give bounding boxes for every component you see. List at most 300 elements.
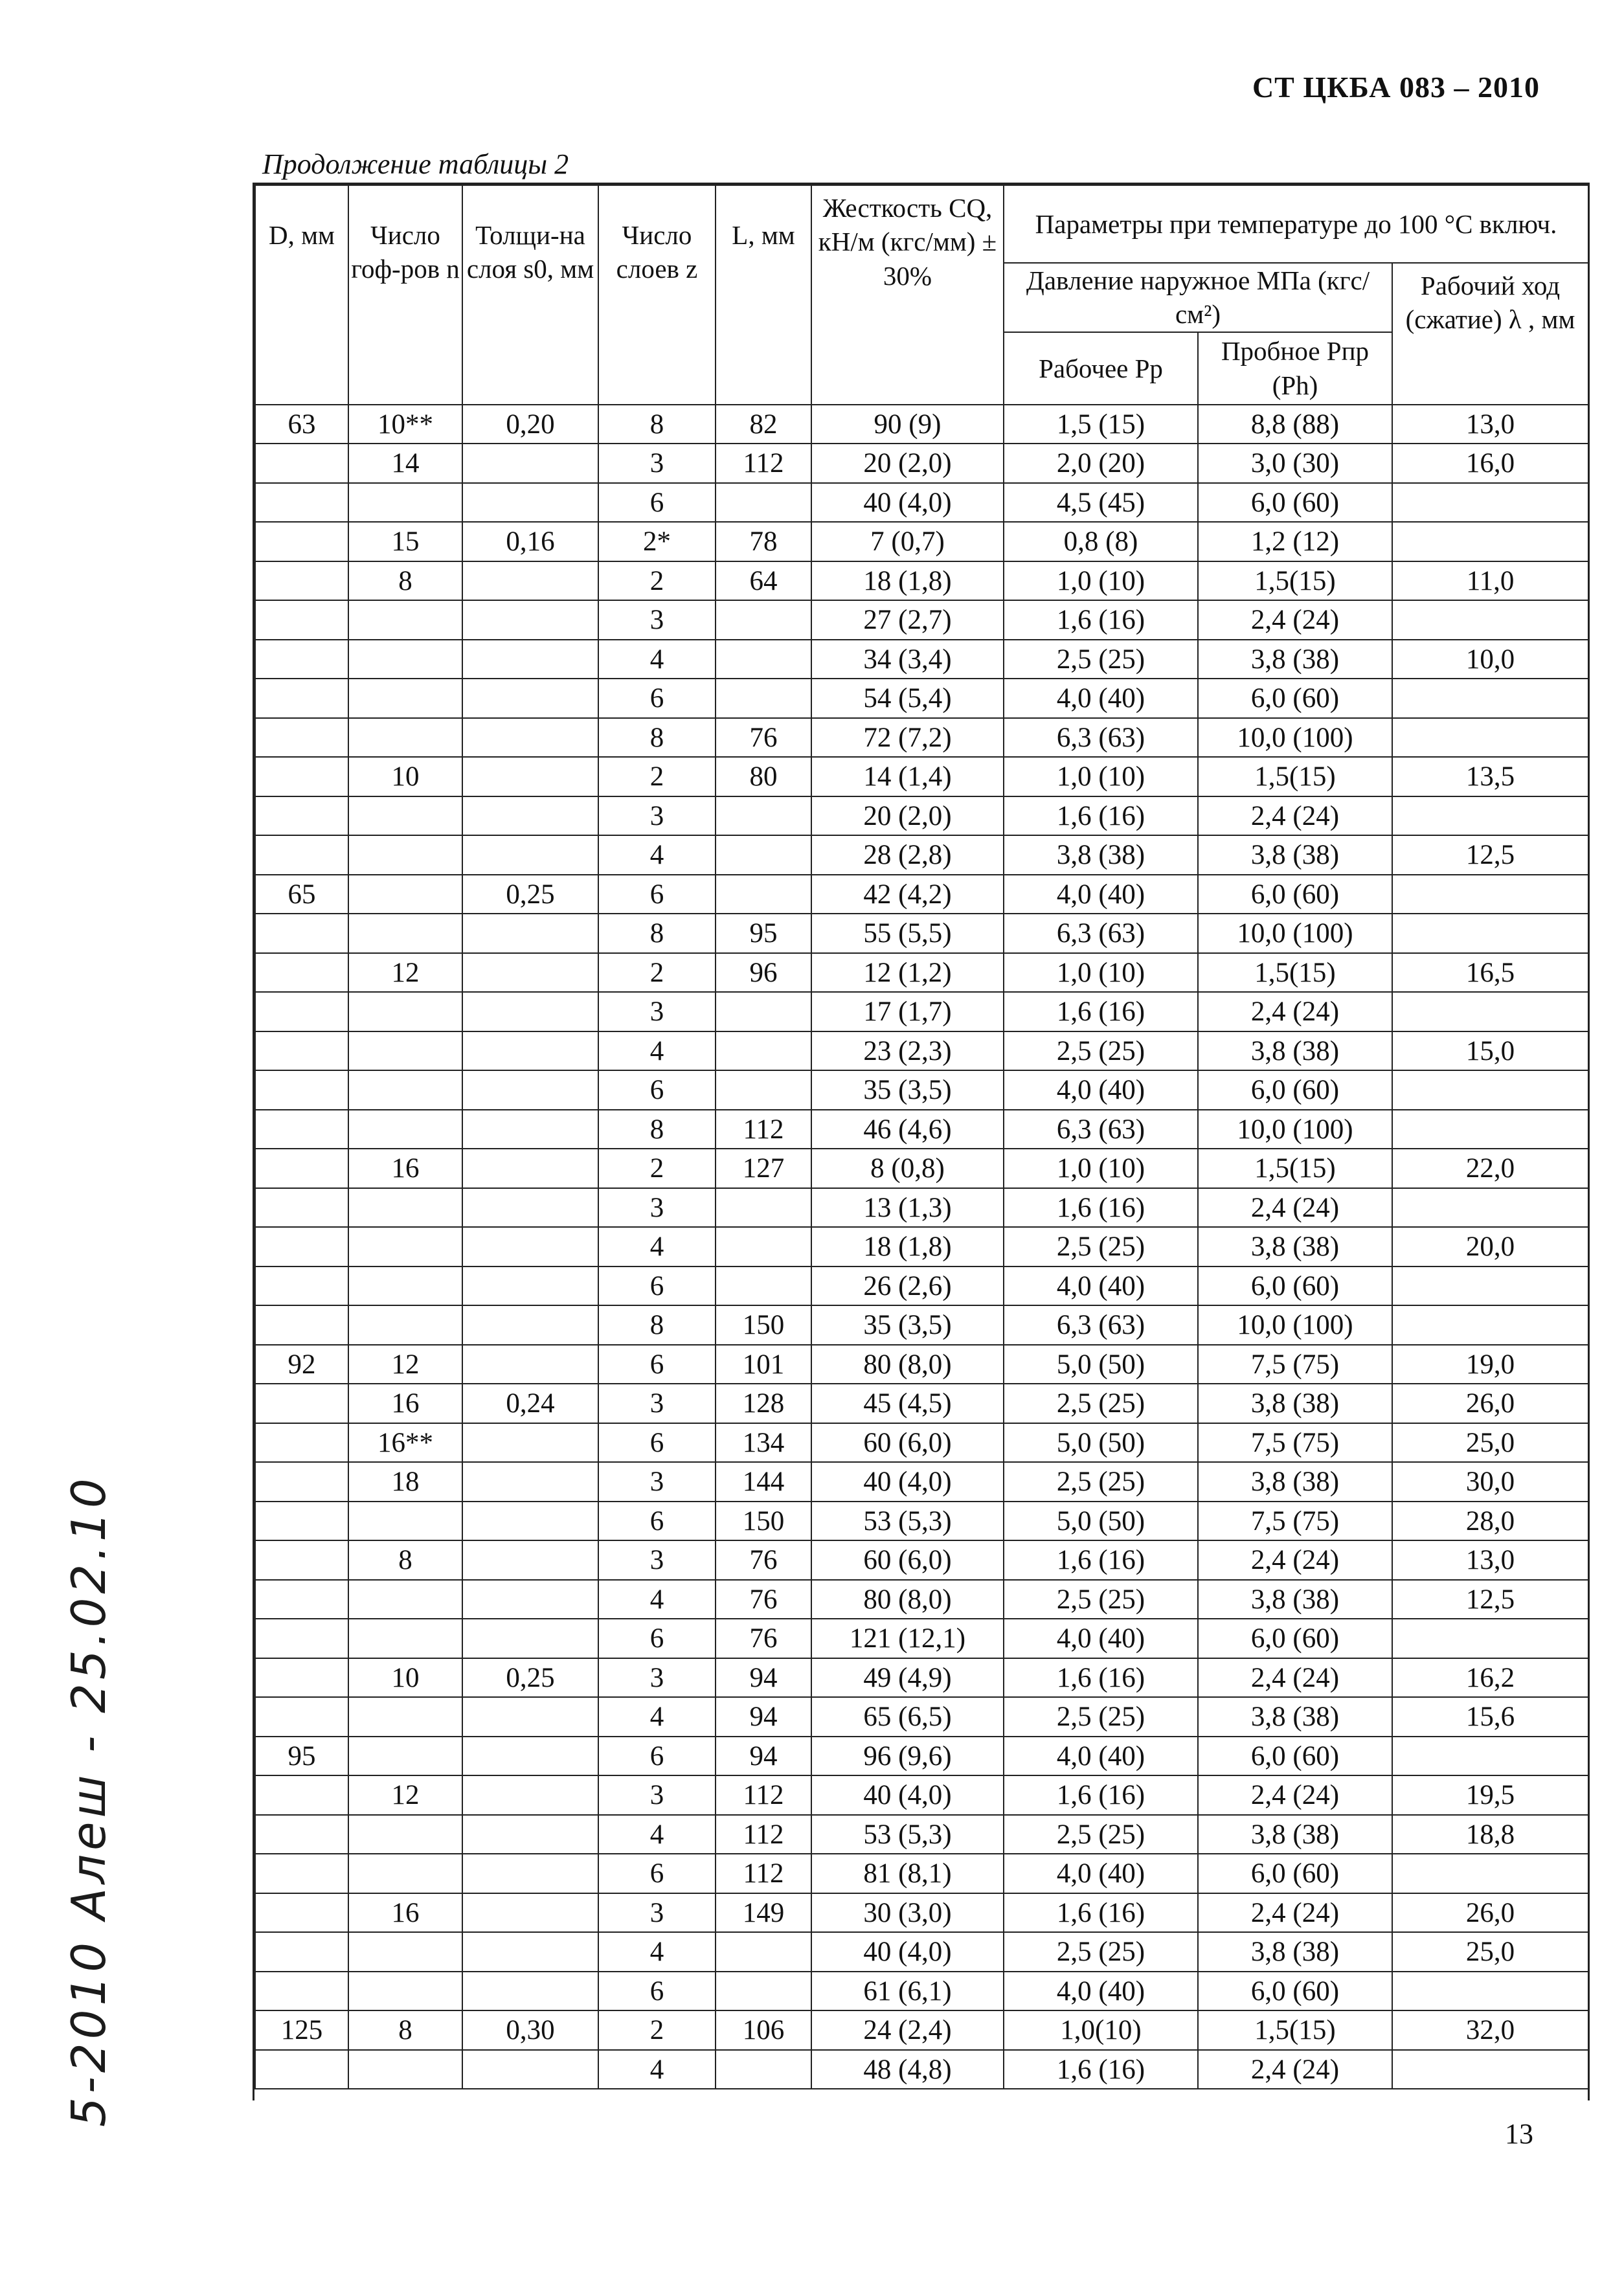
work-pressure-cell: 1,6 (16) — [1004, 796, 1198, 836]
thickness-cell — [462, 1423, 598, 1463]
length-cell: 76 — [716, 1619, 811, 1658]
test-pressure-cell: 6,0 (60) — [1198, 1619, 1392, 1658]
table-row — [255, 1619, 1588, 1658]
n-cell — [348, 640, 462, 679]
work-pressure-cell: 5,0 (50) — [1004, 1345, 1198, 1384]
work-pressure-cell: 5,0 (50) — [1004, 1502, 1198, 1541]
stroke-cell — [1392, 992, 1588, 1031]
test-pressure-cell: 1,5(15) — [1198, 757, 1392, 796]
thickness-cell — [462, 1815, 598, 1854]
work-pressure-cell: 0,8 (8) — [1004, 522, 1198, 561]
stroke-cell: 11,0 — [1392, 561, 1588, 601]
test-pressure-cell: 3,8 (38) — [1198, 640, 1392, 679]
work-pressure-cell: 1,6 (16) — [1004, 1658, 1198, 1698]
stiffness-cell: 54 (5,4) — [811, 679, 1004, 718]
work-pressure-cell: 4,0 (40) — [1004, 1070, 1198, 1110]
layers-cell: 4 — [598, 1932, 716, 1972]
layers-cell: 2 — [598, 953, 716, 993]
stroke-cell — [1392, 600, 1588, 640]
table-row — [255, 640, 1588, 679]
stiffness-cell: 53 (5,3) — [811, 1815, 1004, 1854]
layers-cell: 3 — [598, 1775, 716, 1815]
test-pressure-cell: 2,4 (24) — [1198, 600, 1392, 640]
layers-cell: 3 — [598, 1540, 716, 1580]
length-cell: 96 — [716, 953, 811, 993]
test-pressure-cell: 2,4 (24) — [1198, 2050, 1392, 2089]
test-pressure-cell: 3,8 (38) — [1198, 1384, 1392, 1423]
stiffness-cell: 60 (6,0) — [811, 1540, 1004, 1580]
stroke-cell: 26,0 — [1392, 1893, 1588, 1933]
d-cell — [255, 1384, 348, 1423]
stiffness-cell: 40 (4,0) — [811, 483, 1004, 523]
length-cell — [716, 835, 811, 875]
stroke-cell: 19,5 — [1392, 1775, 1588, 1815]
stiffness-cell: 96 (9,6) — [811, 1737, 1004, 1776]
layers-cell: 3 — [598, 992, 716, 1031]
d-cell — [255, 1893, 348, 1933]
stiffness-cell: 24 (2,4) — [811, 2010, 1004, 2050]
n-cell: 14 — [348, 444, 462, 483]
work-pressure-cell: 2,5 (25) — [1004, 1031, 1198, 1071]
data-table — [254, 185, 1589, 2089]
d-cell — [255, 992, 348, 1031]
work-pressure-cell: 4,0 (40) — [1004, 1972, 1198, 2011]
work-pressure-cell: 6,3 (63) — [1004, 1305, 1198, 1345]
layers-cell: 3 — [598, 1893, 716, 1933]
layers-cell: 4 — [598, 835, 716, 875]
layers-cell: 6 — [598, 1619, 716, 1658]
layers-cell: 4 — [598, 1815, 716, 1854]
stiffness-cell: 28 (2,8) — [811, 835, 1004, 875]
stiffness-cell: 61 (6,1) — [811, 1972, 1004, 2011]
work-pressure-cell: 1,0(10) — [1004, 2010, 1198, 2050]
n-cell — [348, 835, 462, 875]
stroke-cell: 18,8 — [1392, 1815, 1588, 1854]
table-row — [255, 1502, 1588, 1541]
length-cell: 128 — [716, 1384, 811, 1423]
stroke-cell: 19,0 — [1392, 1345, 1588, 1384]
stroke-cell: 28,0 — [1392, 1502, 1588, 1541]
stiffness-cell: 90 (9) — [811, 405, 1004, 444]
length-cell: 82 — [716, 405, 811, 444]
d-cell — [255, 2050, 348, 2089]
table-row — [255, 483, 1588, 523]
length-cell: 150 — [716, 1305, 811, 1345]
stroke-cell — [1392, 1188, 1588, 1228]
layers-cell: 6 — [598, 1972, 716, 2011]
table-row — [255, 1893, 1588, 1933]
length-cell: 112 — [716, 1815, 811, 1854]
stroke-cell — [1392, 1266, 1588, 1306]
layers-cell: 3 — [598, 600, 716, 640]
layers-cell: 6 — [598, 483, 716, 523]
n-cell: 8 — [348, 561, 462, 601]
length-cell — [716, 1266, 811, 1306]
n-cell: 12 — [348, 1345, 462, 1384]
stroke-cell — [1392, 2050, 1588, 2089]
work-pressure-cell: 2,5 (25) — [1004, 1384, 1198, 1423]
test-pressure-cell: 1,5(15) — [1198, 561, 1392, 601]
layers-cell: 4 — [598, 1697, 716, 1737]
stiffness-cell: 12 (1,2) — [811, 953, 1004, 993]
work-pressure-cell: 6,3 (63) — [1004, 718, 1198, 758]
length-cell — [716, 600, 811, 640]
layers-cell: 6 — [598, 1854, 716, 1893]
d-cell — [255, 679, 348, 718]
work-pressure-cell: 1,6 (16) — [1004, 1188, 1198, 1228]
d-cell: 92 — [255, 1345, 348, 1384]
thickness-cell: 0,30 — [462, 2010, 598, 2050]
n-cell: 8 — [348, 1540, 462, 1580]
d-cell — [255, 1932, 348, 1972]
length-cell: 127 — [716, 1149, 811, 1188]
n-cell: 12 — [348, 953, 462, 993]
d-cell — [255, 1540, 348, 1580]
header-n: Число гоф-ров n — [348, 185, 462, 405]
stroke-cell — [1392, 875, 1588, 914]
stroke-cell: 13,5 — [1392, 757, 1588, 796]
thickness-cell: 0,20 — [462, 405, 598, 444]
table-row — [255, 600, 1588, 640]
thickness-cell — [462, 1854, 598, 1893]
table-row — [255, 2010, 1588, 2050]
length-cell — [716, 2050, 811, 2089]
test-pressure-cell: 10,0 (100) — [1198, 1305, 1392, 1345]
work-pressure-cell: 1,5 (15) — [1004, 405, 1198, 444]
d-cell — [255, 1972, 348, 2011]
table-row — [255, 1266, 1588, 1306]
length-cell — [716, 640, 811, 679]
table-row — [255, 1540, 1588, 1580]
layers-cell: 8 — [598, 718, 716, 758]
d-cell: 125 — [255, 2010, 348, 2050]
stiffness-cell: 27 (2,7) — [811, 600, 1004, 640]
work-pressure-cell: 1,6 (16) — [1004, 1893, 1198, 1933]
length-cell: 112 — [716, 1110, 811, 1149]
stiffness-cell: 8 (0,8) — [811, 1149, 1004, 1188]
length-cell — [716, 992, 811, 1031]
test-pressure-cell: 1,2 (12) — [1198, 522, 1392, 561]
work-pressure-cell: 2,5 (25) — [1004, 1815, 1198, 1854]
stiffness-cell: 35 (3,5) — [811, 1305, 1004, 1345]
n-cell: 15 — [348, 522, 462, 561]
work-pressure-cell: 4,5 (45) — [1004, 483, 1198, 523]
thickness-cell — [462, 1031, 598, 1071]
test-pressure-cell: 3,8 (38) — [1198, 1932, 1392, 1972]
n-cell: 10 — [348, 1658, 462, 1698]
header-params: Параметры при температуре до 100 °С включ. — [1004, 185, 1588, 263]
n-cell — [348, 600, 462, 640]
thickness-cell — [462, 1697, 598, 1737]
layers-cell: 6 — [598, 1502, 716, 1541]
n-cell — [348, 914, 462, 953]
n-cell — [348, 1305, 462, 1345]
layers-cell: 2* — [598, 522, 716, 561]
n-cell: 16** — [348, 1423, 462, 1463]
d-cell — [255, 914, 348, 953]
length-cell — [716, 1227, 811, 1266]
n-cell — [348, 1110, 462, 1149]
layers-cell: 2 — [598, 561, 716, 601]
d-cell — [255, 561, 348, 601]
length-cell: 106 — [716, 2010, 811, 2050]
stroke-cell: 25,0 — [1392, 1932, 1588, 1972]
stiffness-cell: 121 (12,1) — [811, 1619, 1004, 1658]
n-cell: 16 — [348, 1893, 462, 1933]
layers-cell: 2 — [598, 2010, 716, 2050]
test-pressure-cell: 2,4 (24) — [1198, 1658, 1392, 1698]
thickness-cell — [462, 1893, 598, 1933]
table-row — [255, 1658, 1588, 1698]
header-d: D, мм — [255, 185, 348, 405]
table-row — [255, 835, 1588, 875]
table-row — [255, 1305, 1588, 1345]
work-pressure-cell: 5,0 (50) — [1004, 1423, 1198, 1463]
n-cell — [348, 1697, 462, 1737]
table-row — [255, 1423, 1588, 1463]
work-pressure-cell: 3,8 (38) — [1004, 835, 1198, 875]
length-cell: 112 — [716, 1854, 811, 1893]
n-cell — [348, 1932, 462, 1972]
layers-cell: 3 — [598, 1384, 716, 1423]
thickness-cell — [462, 679, 598, 718]
stiffness-cell: 81 (8,1) — [811, 1854, 1004, 1893]
d-cell — [255, 796, 348, 836]
length-cell: 134 — [716, 1423, 811, 1463]
layers-cell: 6 — [598, 1737, 716, 1776]
test-pressure-cell: 2,4 (24) — [1198, 992, 1392, 1031]
stroke-cell: 10,0 — [1392, 640, 1588, 679]
header-z: Число слоев z — [598, 185, 716, 405]
thickness-cell — [462, 1227, 598, 1266]
n-cell — [348, 1580, 462, 1619]
layers-cell: 8 — [598, 1110, 716, 1149]
stiffness-cell: 40 (4,0) — [811, 1462, 1004, 1502]
test-pressure-cell: 3,8 (38) — [1198, 1815, 1392, 1854]
d-cell: 95 — [255, 1737, 348, 1776]
length-cell: 76 — [716, 1540, 811, 1580]
n-cell — [348, 796, 462, 836]
d-cell — [255, 1110, 348, 1149]
layers-cell: 4 — [598, 1580, 716, 1619]
n-cell — [348, 1188, 462, 1228]
d-cell — [255, 1423, 348, 1463]
stiffness-cell: 55 (5,5) — [811, 914, 1004, 953]
d-cell — [255, 1775, 348, 1815]
layers-cell: 3 — [598, 1658, 716, 1698]
table-row — [255, 1815, 1588, 1854]
thickness-cell — [462, 1149, 598, 1188]
table-row — [255, 1384, 1588, 1423]
stroke-cell: 15,0 — [1392, 1031, 1588, 1071]
test-pressure-cell: 8,8 (88) — [1198, 405, 1392, 444]
work-pressure-cell: 2,5 (25) — [1004, 640, 1198, 679]
stroke-cell: 26,0 — [1392, 1384, 1588, 1423]
stroke-cell — [1392, 522, 1588, 561]
n-cell: 18 — [348, 1462, 462, 1502]
length-cell — [716, 483, 811, 523]
d-cell — [255, 1305, 348, 1345]
test-pressure-cell: 10,0 (100) — [1198, 718, 1392, 758]
header-stroke: Рабочий ход (сжатие) λ , мм — [1392, 263, 1588, 405]
work-pressure-cell: 4,0 (40) — [1004, 1619, 1198, 1658]
thickness-cell — [462, 1580, 598, 1619]
test-pressure-cell: 10,0 (100) — [1198, 914, 1392, 953]
d-cell — [255, 1502, 348, 1541]
stiffness-cell: 14 (1,4) — [811, 757, 1004, 796]
table-row — [255, 405, 1588, 444]
document-code: СТ ЦКБА 083 – 2010 — [1252, 71, 1540, 104]
length-cell — [716, 1031, 811, 1071]
stiffness-cell: 26 (2,6) — [811, 1266, 1004, 1306]
thickness-cell — [462, 1305, 598, 1345]
handwritten-note: 5-2010 Алеш - 25.02.10 — [62, 1474, 116, 2127]
test-pressure-cell: 1,5(15) — [1198, 2010, 1392, 2050]
work-pressure-cell: 1,6 (16) — [1004, 600, 1198, 640]
stroke-cell: 22,0 — [1392, 1149, 1588, 1188]
stiffness-cell: 7 (0,7) — [811, 522, 1004, 561]
stroke-cell — [1392, 483, 1588, 523]
thickness-cell — [462, 561, 598, 601]
thickness-cell — [462, 796, 598, 836]
stroke-cell: 13,0 — [1392, 1540, 1588, 1580]
table-body — [255, 405, 1588, 2089]
thickness-cell — [462, 718, 598, 758]
stroke-cell — [1392, 796, 1588, 836]
layers-cell: 8 — [598, 1305, 716, 1345]
table-row — [255, 522, 1588, 561]
stroke-cell — [1392, 1305, 1588, 1345]
table-row — [255, 1031, 1588, 1071]
d-cell — [255, 1854, 348, 1893]
n-cell: 16 — [348, 1149, 462, 1188]
stroke-cell — [1392, 1070, 1588, 1110]
table-row — [255, 1110, 1588, 1149]
table-row — [255, 561, 1588, 601]
table-row — [255, 1070, 1588, 1110]
table-row — [255, 953, 1588, 993]
stiffness-cell: 20 (2,0) — [811, 444, 1004, 483]
work-pressure-cell: 1,0 (10) — [1004, 561, 1198, 601]
stroke-cell: 15,6 — [1392, 1697, 1588, 1737]
table-row — [255, 757, 1588, 796]
length-cell — [716, 875, 811, 914]
layers-cell: 6 — [598, 875, 716, 914]
work-pressure-cell: 1,6 (16) — [1004, 1775, 1198, 1815]
work-pressure-cell: 2,5 (25) — [1004, 1462, 1198, 1502]
d-cell — [255, 1149, 348, 1188]
d-cell — [255, 1658, 348, 1698]
thickness-cell: 0,16 — [462, 522, 598, 561]
work-pressure-cell: 1,0 (10) — [1004, 1149, 1198, 1188]
length-cell: 80 — [716, 757, 811, 796]
thickness-cell — [462, 1932, 598, 1972]
header-pressure: Давление наружное МПа (кгс/см²) — [1004, 263, 1392, 332]
stiffness-cell: 72 (7,2) — [811, 718, 1004, 758]
test-pressure-cell: 6,0 (60) — [1198, 1737, 1392, 1776]
stiffness-cell: 20 (2,0) — [811, 796, 1004, 836]
test-pressure-cell: 3,8 (38) — [1198, 1462, 1392, 1502]
n-cell — [348, 718, 462, 758]
table-row — [255, 1580, 1588, 1619]
thickness-cell — [462, 483, 598, 523]
layers-cell: 3 — [598, 796, 716, 836]
table-row — [255, 875, 1588, 914]
table-row — [255, 718, 1588, 758]
n-cell — [348, 1031, 462, 1071]
header-stiffness: Жесткость CQ, кН/м (кгс/мм) ± 30% — [811, 185, 1004, 405]
work-pressure-cell: 4,0 (40) — [1004, 1854, 1198, 1893]
length-cell: 64 — [716, 561, 811, 601]
stiffness-cell: 53 (5,3) — [811, 1502, 1004, 1541]
layers-cell: 6 — [598, 1345, 716, 1384]
n-cell — [348, 2050, 462, 2089]
test-pressure-cell: 3,8 (38) — [1198, 1580, 1392, 1619]
n-cell — [348, 1502, 462, 1541]
stiffness-cell: 18 (1,8) — [811, 1227, 1004, 1266]
test-pressure-cell: 2,4 (24) — [1198, 1775, 1392, 1815]
table-row — [255, 1345, 1588, 1384]
d-cell — [255, 483, 348, 523]
layers-cell: 4 — [598, 640, 716, 679]
table-row — [255, 992, 1588, 1031]
layers-cell: 6 — [598, 1423, 716, 1463]
test-pressure-cell: 6,0 (60) — [1198, 1070, 1392, 1110]
table-row — [255, 1697, 1588, 1737]
d-cell — [255, 1031, 348, 1071]
thickness-cell — [462, 1540, 598, 1580]
length-cell — [716, 1188, 811, 1228]
work-pressure-cell: 4,0 (40) — [1004, 1266, 1198, 1306]
table-caption: Продолжение таблицы 2 — [262, 148, 569, 180]
length-cell — [716, 1932, 811, 1972]
thickness-cell — [462, 600, 598, 640]
length-cell: 94 — [716, 1737, 811, 1776]
n-cell — [348, 1619, 462, 1658]
length-cell: 150 — [716, 1502, 811, 1541]
test-pressure-cell: 3,0 (30) — [1198, 444, 1392, 483]
layers-cell: 6 — [598, 679, 716, 718]
stiffness-cell: 40 (4,0) — [811, 1775, 1004, 1815]
stiffness-cell: 49 (4,9) — [811, 1658, 1004, 1698]
table-row — [255, 1737, 1588, 1776]
d-cell — [255, 1815, 348, 1854]
stiffness-cell: 48 (4,8) — [811, 2050, 1004, 2089]
stiffness-cell: 30 (3,0) — [811, 1893, 1004, 1933]
test-pressure-cell: 6,0 (60) — [1198, 1972, 1392, 2011]
d-cell — [255, 718, 348, 758]
length-cell: 112 — [716, 1775, 811, 1815]
thickness-cell — [462, 1345, 598, 1384]
test-pressure-cell: 10,0 (100) — [1198, 1110, 1392, 1149]
thickness-cell — [462, 914, 598, 953]
stiffness-cell: 42 (4,2) — [811, 875, 1004, 914]
thickness-cell — [462, 1619, 598, 1658]
table-row — [255, 1854, 1588, 1893]
length-cell: 149 — [716, 1893, 811, 1933]
test-pressure-cell: 6,0 (60) — [1198, 875, 1392, 914]
thickness-cell — [462, 992, 598, 1031]
work-pressure-cell: 4,0 (40) — [1004, 1737, 1198, 1776]
test-pressure-cell: 2,4 (24) — [1198, 1188, 1392, 1228]
length-cell — [716, 679, 811, 718]
n-cell — [348, 1070, 462, 1110]
table-row — [255, 1775, 1588, 1815]
layers-cell: 3 — [598, 1188, 716, 1228]
stiffness-cell: 80 (8,0) — [811, 1580, 1004, 1619]
thickness-cell — [462, 1110, 598, 1149]
stroke-cell: 32,0 — [1392, 2010, 1588, 2050]
